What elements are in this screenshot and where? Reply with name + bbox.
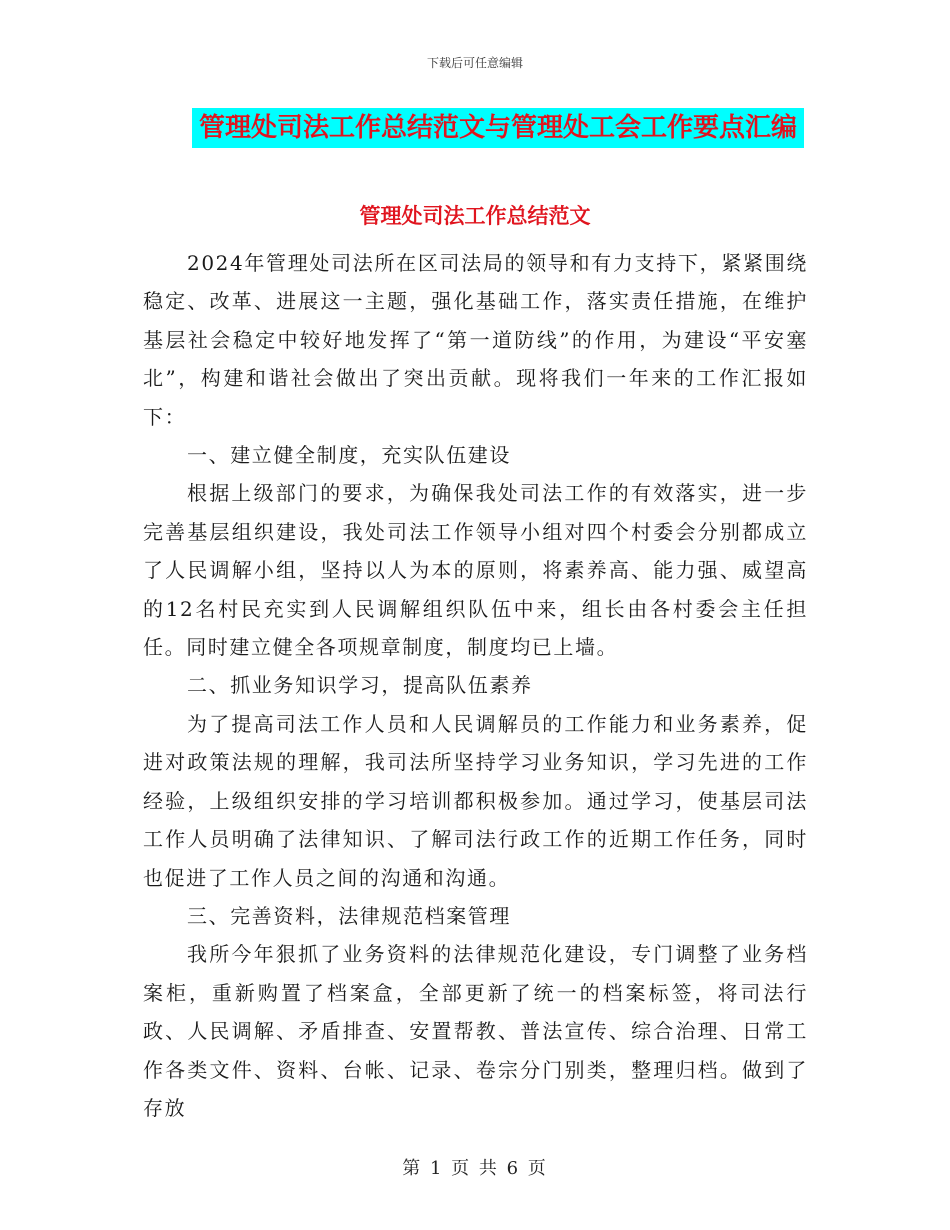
- section-heading-1: 一、建立健全制度，充实队伍建设: [187, 443, 511, 468]
- page-header-note: 下载后可任意编辑: [426, 56, 523, 70]
- page-number: 第 1 页 共 6 页: [402, 1158, 548, 1179]
- sub-title: 管理处司法工作总结范文: [359, 204, 591, 228]
- main-title-highlight: [192, 108, 804, 148]
- document-body: [143, 244, 808, 1127]
- paragraph-section-2: 为了提高司法工作人员和人民调解员的工作能力和业务素养，促进对政策法规的理解，我司法所坚持学习业务知识，学习先进的工作经验，上级组织安排的学习培训都积极参加。通过学习，使基层司法工作人员明确了法律知识、了解司法行政工作的近期工作任务，同时也促进了工作人员之间的沟通和沟通。: [143, 711, 808, 890]
- paragraph-section-1: 根据上级部门的要求，为确保我处司法工作的有效落实，进一步完善基层组织建设，我处司法工作领导小组对四个村委会分别都成立了人民调解小组，坚持以人为本的原则，将素养高、能力强、威望高的12名村民充实到人民调解组织队伍中来，组长由各村委会主任担任。同时建立健全各项规章制度，制度均已上墙。: [143, 481, 808, 660]
- section-heading-3: 三、完善资料，法律规范档案管理: [187, 903, 511, 928]
- paragraph-intro: 2024年管理处司法所在区司法局的领导和有力支持下，紧紧围绕稳定、改革、进展这一主题，强化基础工作，落实责任措施，在维护基层社会稳定中较好地发挥了“第一道防线”的作用，为建设“平安塞北”，构建和谐社会做出了突出贡献。现将我们一年来的工作汇报如下：: [143, 251, 808, 429]
- main-title: 管理处司法工作总结范文与管理处工会工作要点汇编: [198, 113, 797, 143]
- paragraph-section-3: 我所今年狠抓了业务资料的法律规范化建设，专门调整了业务档案柜，重新购置了档案盒，全部更新了统一的档案标签，将司法行政、人民调解、矛盾排查、安置帮教、普法宣传、综合治理、日常工作各类文件、资料、台帐、记录、卷宗分门别类，整理归档。做到了存放: [143, 942, 808, 1120]
- section-heading-2: 二、抓业务知识学习，提高队伍素养: [187, 673, 533, 698]
